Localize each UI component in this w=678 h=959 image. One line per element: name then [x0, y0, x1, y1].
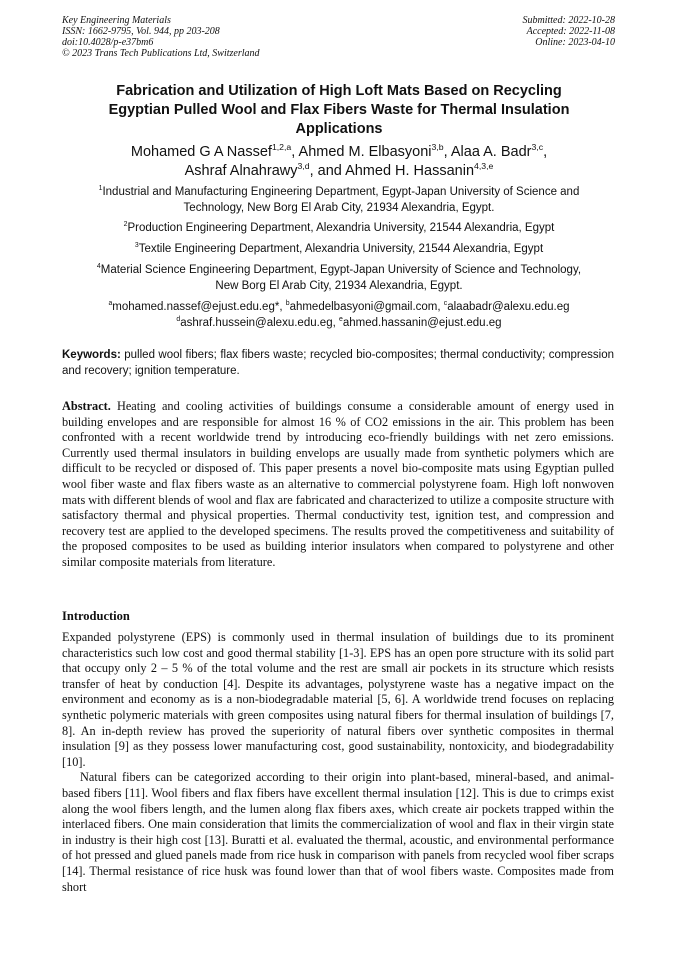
affiliation-line: Production Engineering Department, Alexandria University, 21544 Alexandria, Egypt: [127, 222, 555, 234]
section-heading-introduction: Introduction: [62, 609, 130, 623]
title-line: Egyptian Pulled Wool and Flax Fibers Waste for Thermal Insulation: [108, 102, 570, 118]
paragraph: Natural fibers can be categorized according to their origin into plant-based, mineral-based, and animal-based fibers [11]. Wool fibers and flax fibers have excellent thermal insulation [12]. This is due to crimps exist along the wool fibers length, and the lumen along flax fibers axes, which create air pockets trapped within the interlaced fibers. One main consideration that limits the commercialization of wool and flax in their virgin state in industry is their high cost [13]. Buratti et al. evaluated the thermal, acoustic, and environmental performance of hot pressed and glued panels made from rice husk in comparison with panels from recycled wool fiber scraps [14]. Thermal resistance of rice husk was found lower than that of wool fibers waste. Composites made from short: [62, 770, 614, 894]
affiliation-sup: 1: [98, 185, 103, 193]
author-conjunction: and: [317, 163, 342, 179]
author-name: Alaa A. Badr: [450, 144, 532, 160]
paper-title: [62, 82, 616, 139]
journal-copyright: © 2023 Trans Tech Publications Ltd, Switzerland: [62, 48, 260, 59]
affiliation-2: [62, 221, 616, 237]
author-affil-sup: 3,c: [531, 142, 544, 153]
email: alaabadr@alexu.edu.eg: [447, 301, 570, 313]
keywords-label: Keywords:: [62, 349, 121, 361]
journal-info: [62, 15, 260, 59]
publication-dates: [523, 15, 616, 48]
affiliation-line: Textile Engineering Department, Alexandria University, 21544 Alexandria, Egypt: [138, 243, 544, 255]
keywords-text: pulled wool fibers; flax fibers waste; recycled bio-composites; thermal conductivity; compression and recovery; ignition temperature.: [62, 349, 614, 377]
title-line: Fabrication and Utilization of High Loft Mats Based on Recycling: [116, 83, 562, 99]
introduction-body: [62, 630, 614, 895]
author-affil-sup: 3,b: [431, 142, 444, 153]
author-emails: $^a$mohamed.nassef@ejust.edu.eg*, $^b$ahmedelbasyoni@gmail.com, $^c$alaabadr@alexu.edu.eg $^d$ashraf.hussein@alexu.edu.eg, $^e$ahmed.hassanin@ejust.edu.eg: [108, 300, 570, 329]
journal-doi: doi:10.4028/p-e37bm6: [62, 37, 154, 48]
affiliation-sup: 3: [134, 242, 139, 250]
affiliation-line: Technology, New Borg El Arab City, 21934 Alexandria, Egypt.: [183, 201, 495, 214]
author-affil-sup: 4,3,e: [474, 161, 494, 172]
affiliation-line: Industrial and Manufacturing Engineering Department, Egypt-Japan University of Science and: [102, 186, 580, 198]
journal-name: Key Engineering Materials: [62, 15, 171, 26]
date-accepted: Accepted: 2022-11-08: [526, 26, 615, 37]
email: ahmedelbasyoni@gmail.com: [289, 301, 438, 313]
abstract-text: Heating and cooling activities of buildings consume a considerable amount of energy used in building envelopes and are responsible for almost 16 % of CO2 emissions in the air. This problem has been confronted with a recent worldwide trend by introducing eco-friendly buildings with net zero emissions. Currently used thermal insulators in building envelops are usually made from synthetic polymers which are difficult to be recycled or disposed of. This paper presents a novel bio-composite mats using Egyptian pulled wool fiber waste and flax fibers waste as an alternative to commercial polystyrene foam. High loft nonwoven mats with different blends of wool and flax are fabricated and characterized to utilize a composite structure with satisfactory thermal and physical properties. Thermal conductivity test, ignition test, and compression and recovery test are applied to the developed specimens. The results proved the competitiveness and suitability of the proposed composites to be used as building interior insulators when compared to polystyrene and other similar composite materials from literature.: [62, 399, 615, 569]
journal-issn: ISSN: 1662-9795, Vol. 944, pp 203-208: [62, 26, 220, 37]
title-line: Applications: [295, 121, 383, 137]
paragraph: Expanded polystyrene (EPS) is commonly used in thermal insulation of buildings due to its prominent characteristics such low cost and good thermal stability [1-3]. EPS has an open pore structure with its solid part that occupy only 2 – 5 % of the total volume and the rest are small air pockets in its structure which resists transfer of heat by conduction [4]. Despite its advantages, polystyrene waste has a negative impact on the environment and economy as is a non-biodegradable material [5, 6]. A worldwide trend focuses on replacing synthetic polymeric materials with green composites using natural fibers for thermal insulation of buildings [7, 8]. An in-depth review has proved the superiority of natural fibers over synthetic composites in thermal insulation [9] as they possess lower manufacturing cost, good sustainability, nontoxicity, and biodegradability [10].: [62, 630, 614, 769]
author-name: Ashraf Alnahrawy: [184, 163, 298, 179]
affiliation-4: [62, 263, 616, 294]
keywords: [62, 348, 614, 379]
affiliation-3: [62, 242, 616, 258]
author-affil-sup: 3,d: [297, 161, 310, 172]
author-name: Ahmed M. Elbasyoni: [298, 144, 432, 160]
affiliation-sup: 2: [123, 221, 128, 229]
email: ahmed.hassanin@ejust.edu.eg: [342, 316, 502, 329]
affiliation-line: Material Science Engineering Department, Egypt-Japan University of Science and Technology,: [100, 264, 582, 276]
author-name: Ahmed H. Hassanin: [345, 163, 475, 179]
affiliation-1: [62, 185, 616, 216]
date-submitted: Submitted: 2022-10-28: [522, 15, 615, 26]
author-list: Mohamed G A Nassef$^{1,2,a}$, Ahmed M. Elbasyoni$^{3,b}$, Alaa A. Badr$^{3,c}$, Ashraf Alnahrawy$^{3,d}$, and Ahmed H. Hassanin$^{4,3,e}$: [130, 142, 548, 179]
email: mohamed.nassef@ejust.edu.eg*: [112, 301, 280, 313]
abstract: [62, 399, 614, 571]
email: ashraf.hussein@alexu.edu.eg: [180, 316, 333, 329]
date-online: Online: 2023-04-10: [535, 37, 615, 48]
abstract-label: Abstract.: [62, 399, 111, 413]
affiliation-line: New Borg El Arab City, 21934 Alexandria, Egypt.: [215, 279, 463, 292]
affiliation-sup: 4: [96, 263, 101, 271]
author-affil-sup: 1,2,a: [271, 142, 292, 153]
author-name: Mohamed G A Nassef: [130, 144, 272, 160]
